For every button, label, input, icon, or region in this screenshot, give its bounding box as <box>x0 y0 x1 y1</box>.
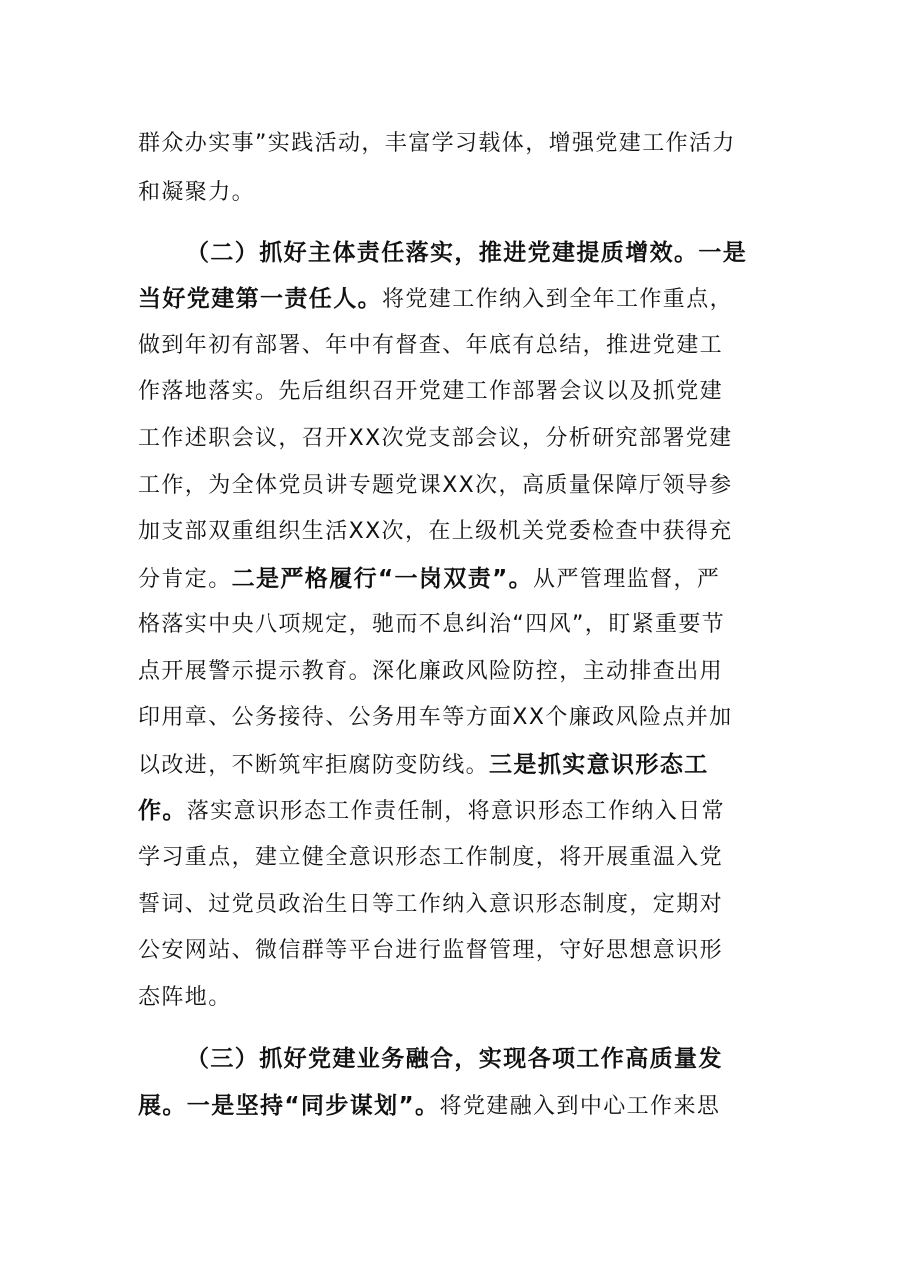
section-heading-2: （二）抓好主体责任落实，推进党建提质增效。一是 <box>186 240 748 266</box>
paragraph-line: 和凝聚力。 <box>138 180 256 205</box>
subheading-2: 二是严格履行“一岗双责”。 <box>231 566 534 592</box>
section-heading-3: （三）抓好党建业务融合，实现各项工作高质量发 <box>186 1046 723 1072</box>
paragraph-line: 印用章、公务接待、公务用车等方面XX个廉政风险点并加 <box>138 705 733 730</box>
paragraph-text: 将党建融入到中心工作来思 <box>439 1094 721 1119</box>
paragraph-line: 做到年初有部署、年中有督查、年底有总结，推进党建工 <box>138 333 724 358</box>
paragraph-line: 学习重点，建立健全意识形态工作制度，将开展重温入党 <box>138 845 724 870</box>
paragraph-line: 工作述职会议，召开XX次党支部会议，分析研究部署党建 <box>138 426 733 451</box>
paragraph-text: 从严管理监督，严 <box>533 567 721 592</box>
paragraph-line <box>138 750 778 781</box>
paragraph-line: 群众办实事”实践活动，丰富学习载体，增强党建工作活力 <box>138 131 736 156</box>
paragraph-text: 分肯定。 <box>138 567 232 592</box>
paragraph-line: 加支部双重组织生活XX次，在上级机关党委检查中获得充 <box>138 519 733 544</box>
subheading-1: 当好党建第一责任人。 <box>138 286 382 312</box>
subheading-4: 展。一是坚持“同步谋划”。 <box>138 1093 440 1119</box>
paragraph-line: 作落地落实。先后组织召开党建工作部署会议以及抓党建 <box>138 379 724 404</box>
subheading-3: 三是抓实意识形态工 <box>489 752 709 778</box>
paragraph-line: 态阵地。 <box>138 985 232 1010</box>
paragraph-text: 落实意识形态工作责任制，将意识形态工作纳入日常 <box>186 799 726 824</box>
subheading-3-end: 作。 <box>138 798 187 824</box>
paragraph-line <box>138 284 778 315</box>
paragraph-line <box>138 564 778 595</box>
paragraph-line: 格落实中央八项规定，驰而不息纠治“四风”，盯紧重要节 <box>138 612 726 637</box>
paragraph-text: 将党建工作纳入到全年工作重点， <box>382 287 734 312</box>
paragraph-line: 点开展警示提示教育。深化廉政风险防控，主动排查出用 <box>138 659 724 684</box>
paragraph-line <box>138 1091 778 1122</box>
paragraph-line: 工作，为全体党员讲专题党课XX次，高质量保障厅领导参 <box>138 473 733 498</box>
paragraph-line: 公安网站、微信群等平台进行监督管理，守好思想意识形 <box>138 938 724 963</box>
paragraph-text: 以改进，不断筑牢拒腐防变防线。 <box>138 753 490 778</box>
paragraph-line: 誓词、过党员政治生日等工作纳入意识形态制度，定期对 <box>138 892 724 917</box>
paragraph-line <box>138 796 778 827</box>
